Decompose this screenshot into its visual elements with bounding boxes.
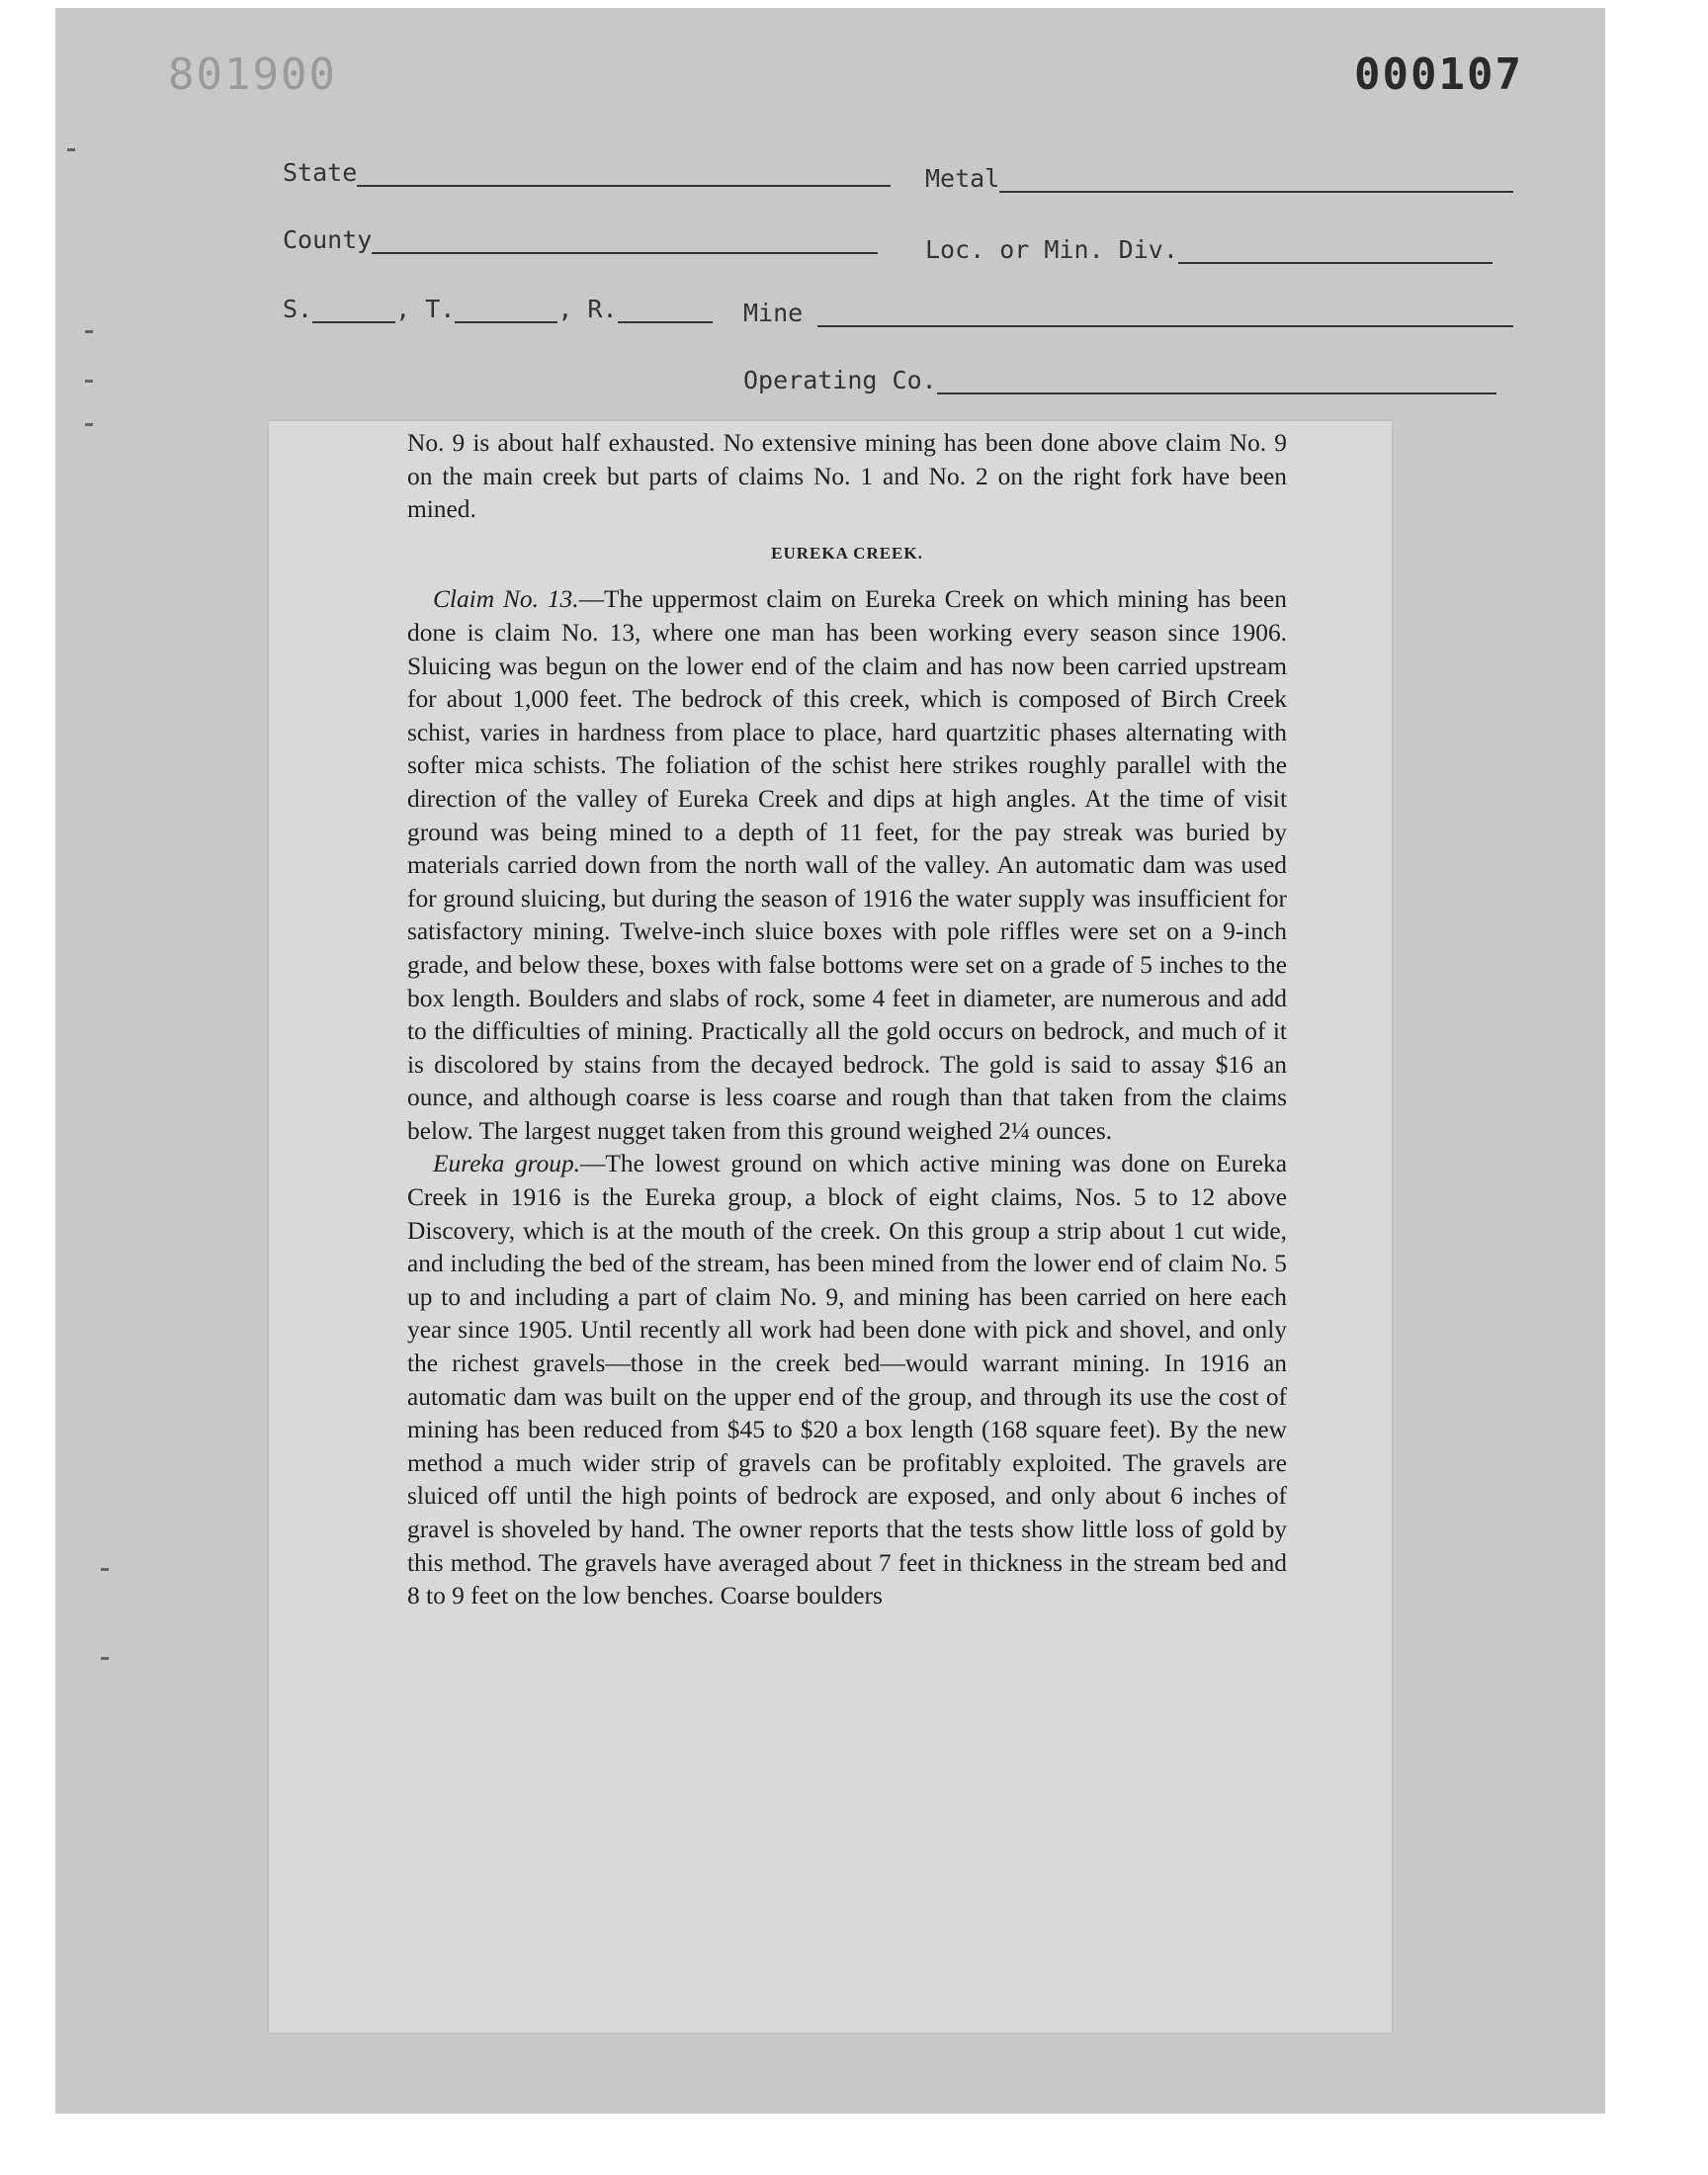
section-label: S. xyxy=(283,295,313,323)
margin-mark xyxy=(85,380,93,383)
claim-text: —The uppermost claim on Eureka Creek on which mining has been done is claim No. 13, where one man has been working every season since 1906. Sluicing was begun on the lower end of the claim and has now been carried upstream for about 1,000 feet. The bedrock of this creek, which is composed of Birch Creek schist, varies in hardness from place to place, hard quartzitic phases alternating with softer mica schists. The foliation of the schist here strikes roughly parallel with the direction of the valley of Eureka Creek and dips at high angles. At the time of visit ground was being mined to a depth of 11 feet, for the pay streak was buried by materials carried down from the north wall of the valley. An automatic dam was used for ground sluicing, but during the season of 1916 the water supply was insufficient for satisfactory mining. Twelve-inch sluice boxes with pole riffles were set on a 9-inch grade, and below these, boxes with false bottoms were set on a grade of 5 inches to the box length. Boulders and slabs of rock, some 4 feet in diameter, are numerous and add to the difficulties of mining. Practically all the gold occurs on bedrock, and much of it is discolored by stains from the decayed bedrock. The gold is said to assay $16 an ounce, and although coarse is less coarse and rough than that taken from the claims below. The largest nugget taken from this ground weighed 2¼ ounces. xyxy=(407,585,1287,1145)
state-field xyxy=(283,158,891,187)
margin-mark xyxy=(101,1657,109,1660)
range-blank xyxy=(618,321,713,323)
section-heading: EUREKA CREEK. xyxy=(771,543,923,563)
group-label: Eureka group. xyxy=(433,1150,581,1178)
str-field xyxy=(283,295,713,323)
mine-blank xyxy=(817,325,1513,327)
metal-label: Metal xyxy=(925,164,1000,193)
group-text: —The lowest ground on which active mining was done on Eureka Creek in 1916 is the Eureka group, a block of eight claims, Nos. 5 to 12 above Discovery, which is at the mouth of the creek. On this group a strip about 1 cut wide, and including the bed of the stream, has been mined from the lower end of claim No. 5 up to and including a part of claim No. 9, and mining has been carried on here each year since 1905. Until recently all work had been done with pick and shovel, and only the richest gravels—those in the creek bed—would warrant mining. In 1916 an automatic dam was built on the upper end of the group, and through its use the cost of mining has been reduced from $45 to $20 a box length (168 square feet). By the new method a much wider strip of gravels can be profitably exploited. The gravels are sluiced off until the high points of bedrock are exposed, and only about 6 inches of gravel is shoveled by hand. The owner reports that the tests show little loss of gold by this method. The gravels have averaged about 7 feet in thickness in the stream bed and 8 to 9 feet on the low benches. Coarse boulders xyxy=(407,1150,1287,1610)
operating-blank xyxy=(937,392,1496,394)
margin-mark xyxy=(85,423,93,426)
stamp-number-faded: 801900 xyxy=(168,49,337,100)
mine-label: Mine xyxy=(743,299,804,327)
operating-field xyxy=(743,366,1496,394)
claim-paragraph xyxy=(407,583,1287,1148)
county-blank xyxy=(372,252,878,254)
state-blank xyxy=(357,185,891,187)
stamp-number: 000107 xyxy=(1354,49,1523,100)
group-paragraph xyxy=(407,1148,1287,1612)
loc-blank xyxy=(1178,262,1493,264)
article-text xyxy=(407,427,1287,1613)
township-label: , T. xyxy=(395,295,456,323)
margin-mark xyxy=(67,148,75,151)
loc-field xyxy=(925,235,1493,264)
loc-label: Loc. or Min. Div. xyxy=(925,235,1178,264)
county-label: County xyxy=(283,225,373,254)
county-field xyxy=(283,225,878,254)
margin-mark xyxy=(101,1568,109,1571)
township-blank xyxy=(455,321,557,323)
margin-mark xyxy=(85,330,93,333)
claim-label: Claim No. 13. xyxy=(433,585,579,614)
operating-label: Operating Co. xyxy=(743,366,937,394)
intro-paragraph: No. 9 is about half exhausted. No extensive mining has been done above claim No. 9 on the main creek but parts of claims No. 1 and No. 2 on the right fork have been mined. xyxy=(407,429,1287,524)
range-label: , R. xyxy=(557,295,618,323)
section-blank xyxy=(312,321,395,323)
metal-field xyxy=(925,164,1513,193)
mine-field xyxy=(743,299,1513,327)
state-label: State xyxy=(283,158,358,187)
metal-blank xyxy=(999,191,1513,193)
